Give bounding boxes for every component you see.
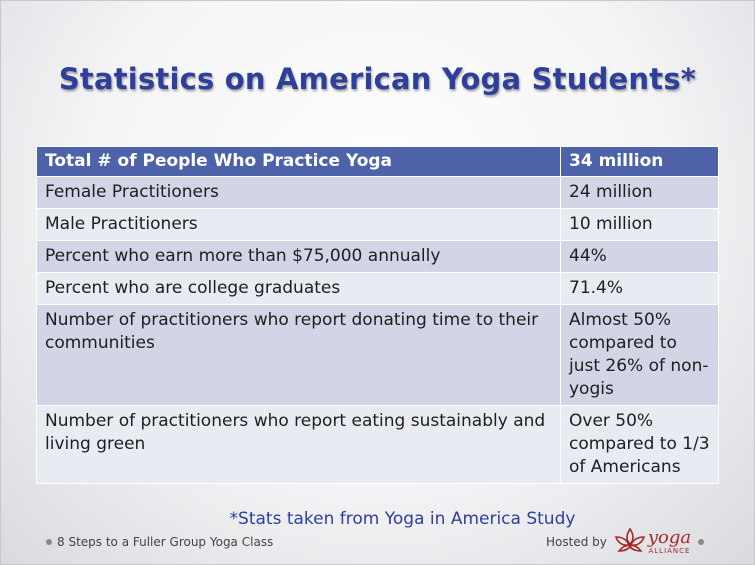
slide-title: Statistics on American Yoga Students*	[58, 62, 697, 96]
row-value-cell: Almost 50% compared to just 26% of non-yogis	[561, 305, 719, 406]
table-row	[37, 241, 719, 273]
footer-left	[46, 535, 273, 549]
logo-subword: ALLIANCE	[648, 547, 691, 555]
row-value-cell: Over 50% compared to 1/3 of Americans	[561, 406, 719, 484]
header-label-cell: Total # of People Who Practice Yoga	[37, 147, 561, 177]
bullet-dot-icon	[698, 539, 704, 545]
logo-wordmark	[648, 529, 691, 555]
row-value-cell: 71.4%	[561, 273, 719, 305]
row-label-cell: Percent who are college graduates	[37, 273, 561, 305]
row-label-cell: Male Practitioners	[37, 209, 561, 241]
logo-word: yoga	[647, 527, 692, 548]
bullet-dot-icon	[46, 539, 52, 545]
row-label-cell: Female Practitioners	[37, 177, 561, 209]
footer-right	[546, 527, 691, 557]
yoga-alliance-logo	[613, 527, 691, 557]
row-label-cell: Percent who earn more than $75,000 annually	[37, 241, 561, 273]
table-row	[37, 209, 719, 241]
row-value-cell: 10 million	[561, 209, 719, 241]
header-value-cell: 34 million	[561, 147, 719, 177]
table-row	[37, 177, 719, 209]
table-header-row	[37, 147, 719, 177]
footnote: *Stats taken from Yoga in America Study	[229, 509, 576, 529]
table-row	[37, 305, 719, 406]
row-value-cell: 24 million	[561, 177, 719, 209]
lotus-emblem-icon	[613, 527, 647, 557]
row-label-cell: Number of practitioners who report eating sustainably and living green	[37, 406, 561, 484]
table-row	[37, 406, 719, 484]
statistics-table	[36, 146, 719, 484]
footer-left-text: 8 Steps to a Fuller Group Yoga Class	[57, 535, 274, 549]
table-row	[37, 273, 719, 305]
row-value-cell: 44%	[561, 241, 719, 273]
row-label-cell: Number of practitioners who report donating time to their communities	[37, 305, 561, 406]
hosted-by-label: Hosted by	[546, 535, 607, 549]
